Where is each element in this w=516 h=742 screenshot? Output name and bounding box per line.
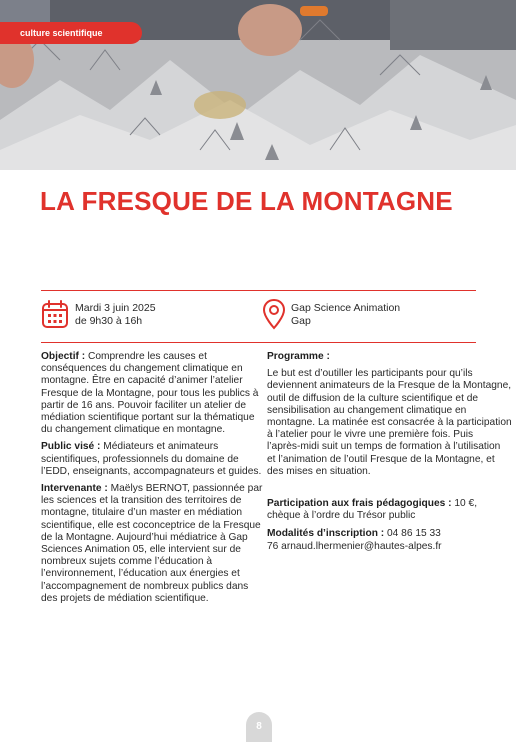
- programme-line: des mises en situation.: [267, 465, 371, 477]
- programme-line: outil de diffusion de la culture scientifique et de: [267, 392, 479, 404]
- left-column: [41, 351, 266, 610]
- page-number: 8: [246, 712, 272, 742]
- objectif-text: Comprendre les causes et conséquences du changement climatique en montagne. Être en capacité d’animer l’atelier Fresque de la Montagne, pour tous les publics à partir de 16 ans. Pouvoir faciliter un atelier de médiation scientifique portant sur la thématique du changement climatique en montagne.: [41, 351, 259, 436]
- frais-line2: chèque à l’ordre du Trésor public: [267, 510, 416, 522]
- programme-line: sensibilisation au changement climatique en: [267, 404, 467, 416]
- right-column: [267, 351, 516, 553]
- bottom-divider: [41, 342, 476, 343]
- objectif-label: Objectif :: [41, 351, 86, 362]
- programme-label: Programme :: [267, 351, 330, 362]
- intervenante-paragraph: [41, 483, 266, 605]
- modalites-phone: 04 86 15 33: [384, 528, 441, 540]
- event-time-line2: de 9h30 à 16h: [75, 315, 143, 327]
- top-divider: [41, 290, 476, 291]
- frais-label: Participation aux frais pédagogiques :: [267, 498, 452, 510]
- event-location-line2: Gap: [291, 315, 311, 327]
- programme-line: à l’atelier pour le vivre une première fois. Puis: [267, 429, 474, 441]
- calendar-icon: [41, 299, 69, 334]
- map-pin-icon: [262, 298, 286, 335]
- intervenante-label: Intervenante :: [41, 483, 108, 495]
- event-location: [291, 302, 400, 328]
- modalites-contact[interactable]: 76 arnaud.lhermenier@hautes-alpes.fr: [267, 540, 442, 552]
- objectif-paragraph: [41, 351, 266, 436]
- programme-line: deviennent animateurs de la Fresque de la Montagne,: [267, 380, 512, 392]
- intervenante-text: Maëlys BERNOT, passionnée par les sciences et la transition des territoires de montagne, titulaire d’un master en médiation scientifique, elle est coconceptrice de la Fresque de la Montagne. Aujourd’hui médiatrice à Gap Sciences Animation 05, elle intervient sur de nombreux sujets comme l’éducation à l’environnement, l’éducation aux énergies et l’accompagnement de nombreux publics dans des projets de médiation scientifique.: [41, 483, 263, 604]
- programme-heading: [267, 351, 516, 363]
- category-tag: culture scientifique: [0, 22, 142, 44]
- programme-text: [267, 368, 516, 478]
- modalites-label: Modalités d’inscription :: [267, 528, 385, 540]
- programme-line: Le but est d’outiller les participants pour qu’ils: [267, 368, 473, 380]
- public-paragraph: [41, 441, 266, 478]
- programme-line: l’après-midi suit un temps de formation à l’utilisation: [267, 441, 501, 453]
- public-label: Public visé :: [41, 441, 101, 453]
- programme-line: et l’animation de l’outil Fresque de la Montagne, et: [267, 453, 495, 465]
- public-text: Médiateurs et animateurs scientifiques, professionnels du domaine de l’EDD, enseignants, accompagnateurs et guides.: [41, 441, 262, 477]
- modalites-block: [267, 528, 516, 552]
- frais-block: [267, 498, 516, 522]
- programme-line: montagne. La matinée est consacrée à la participation: [267, 417, 512, 429]
- event-location-line1: Gap Science Animation: [291, 302, 401, 314]
- frais-value: 10 €,: [451, 498, 478, 510]
- event-date: [75, 302, 156, 328]
- page-title: LA FRESQUE DE LA MONTAGNE: [40, 186, 453, 216]
- event-date-line1: Mardi 3 juin 2025: [75, 302, 156, 314]
